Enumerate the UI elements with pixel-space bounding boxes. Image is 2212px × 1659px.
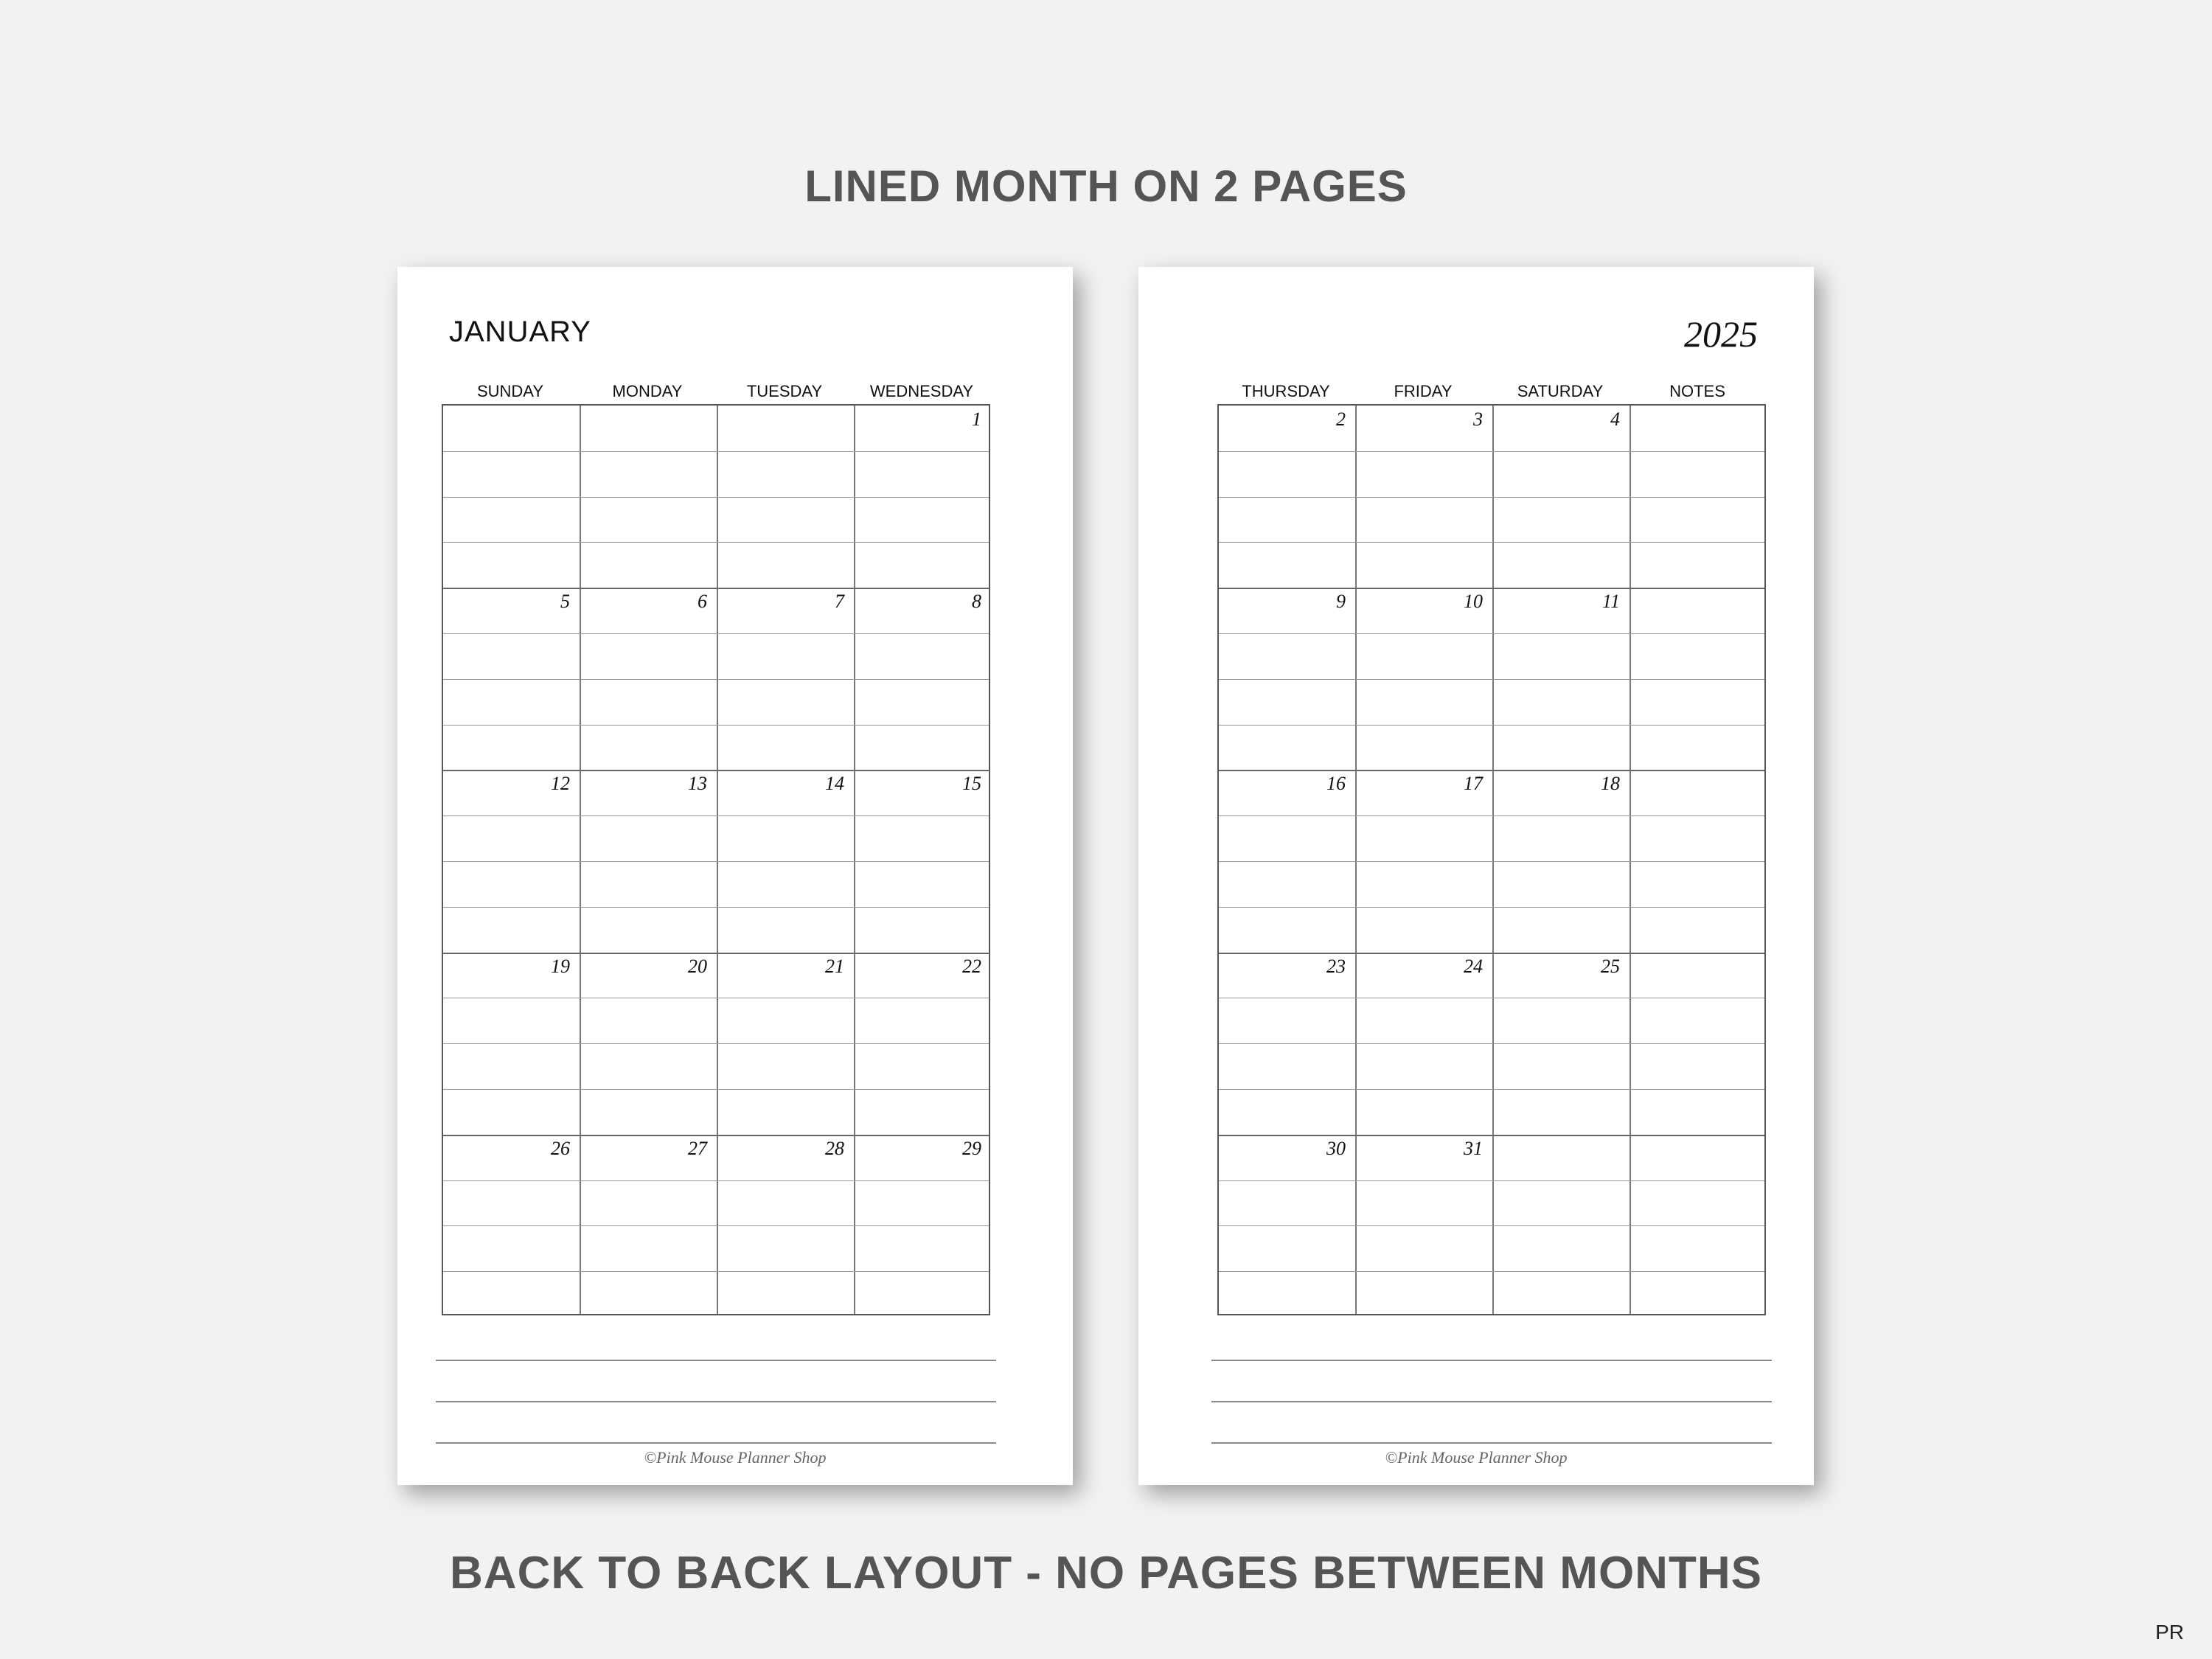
day-number: 18: [1601, 773, 1620, 795]
column-header-saturday: SATURDAY: [1517, 382, 1604, 400]
week-divider: [443, 588, 989, 589]
year-title: 2025: [1684, 313, 1758, 355]
writing-line: [443, 1271, 989, 1272]
shop-signature: ©Pink Mouse Planner Shop: [644, 1448, 827, 1467]
writing-line: [443, 1043, 989, 1044]
day-number: 11: [1601, 591, 1620, 613]
writing-line: [1219, 725, 1764, 726]
day-number: 27: [688, 1137, 707, 1159]
notes-line: [1211, 1442, 1772, 1444]
writing-line: [443, 725, 989, 726]
day-number: 14: [825, 773, 844, 795]
week-divider: [1219, 953, 1764, 954]
day-number: 8: [972, 591, 981, 613]
day-number: 9: [1336, 591, 1346, 613]
calendar-grid: [1217, 404, 1766, 1315]
writing-line: [1219, 679, 1764, 680]
column-header-notes: NOTES: [1669, 382, 1725, 400]
day-number: 30: [1326, 1137, 1346, 1159]
week-divider: [443, 770, 989, 771]
day-number: 19: [551, 955, 570, 977]
day-number: 16: [1326, 773, 1346, 795]
writing-line: [1219, 1180, 1764, 1181]
writing-line: [443, 633, 989, 634]
writing-line: [443, 1180, 989, 1181]
writing-line: [1219, 1271, 1764, 1272]
notes-line: [436, 1360, 996, 1361]
page-heading: LINED MONTH ON 2 PAGES: [804, 161, 1408, 211]
day-number: 4: [1610, 408, 1620, 430]
writing-line: [1219, 497, 1764, 498]
writing-line: [1219, 542, 1764, 543]
day-number: 29: [962, 1137, 981, 1159]
week-divider: [1219, 1135, 1764, 1136]
day-number: 12: [551, 773, 570, 795]
writing-line: [443, 497, 989, 498]
notes-line: [436, 1442, 996, 1444]
day-number: 21: [825, 955, 844, 977]
day-number: 23: [1326, 955, 1346, 977]
day-number: 1: [972, 408, 981, 430]
day-number: 3: [1473, 408, 1483, 430]
column-header-sunday: SUNDAY: [476, 382, 544, 400]
column-header-thursday: THURSDAY: [1242, 382, 1330, 400]
writing-line: [443, 1089, 989, 1090]
writing-line: [1219, 815, 1764, 816]
day-number: 5: [560, 591, 570, 613]
day-number: 25: [1601, 955, 1620, 977]
calendar-grid: [442, 404, 990, 1315]
writing-line: [443, 861, 989, 862]
day-number: 20: [688, 955, 707, 977]
writing-line: [443, 542, 989, 543]
writing-line: [1219, 1089, 1764, 1090]
day-number: 2: [1336, 408, 1346, 430]
day-number: 7: [835, 591, 844, 613]
column-header-tuesday: TUESDAY: [746, 382, 823, 400]
column-header-monday: MONDAY: [612, 382, 683, 400]
week-divider: [1219, 770, 1764, 771]
week-divider: [1219, 588, 1764, 589]
writing-line: [443, 907, 989, 908]
notes-line: [436, 1401, 996, 1402]
week-divider: [443, 1135, 989, 1136]
right-planner-page: [1138, 267, 1814, 1485]
writing-line: [443, 815, 989, 816]
writing-line: [1219, 907, 1764, 908]
writing-line: [1219, 1225, 1764, 1226]
column-header-friday: FRIDAY: [1394, 382, 1453, 400]
day-number: 10: [1464, 591, 1483, 613]
day-number: 15: [962, 773, 981, 795]
layout-caption: BACK TO BACK LAYOUT - NO PAGES BETWEEN MONTHS: [450, 1548, 1762, 1599]
corner-mark: PR: [2155, 1621, 2184, 1644]
day-number: 22: [962, 955, 981, 977]
day-number: 24: [1464, 955, 1483, 977]
day-number: 31: [1464, 1137, 1483, 1159]
writing-line: [1219, 1043, 1764, 1044]
writing-line: [443, 1225, 989, 1226]
notes-line: [1211, 1401, 1772, 1402]
day-number: 28: [825, 1137, 844, 1159]
day-number: 6: [698, 591, 707, 613]
day-number: 17: [1464, 773, 1483, 795]
day-number: 13: [688, 773, 707, 795]
writing-line: [1219, 451, 1764, 452]
writing-line: [443, 679, 989, 680]
writing-line: [1219, 633, 1764, 634]
day-number: 26: [551, 1137, 570, 1159]
left-planner-page: [397, 267, 1073, 1485]
month-title: JANUARY: [449, 316, 591, 348]
column-header-wednesday: WEDNESDAY: [869, 382, 974, 400]
shop-signature: ©Pink Mouse Planner Shop: [1385, 1448, 1568, 1467]
writing-line: [443, 451, 989, 452]
writing-line: [1219, 861, 1764, 862]
notes-line: [1211, 1360, 1772, 1361]
week-divider: [443, 953, 989, 954]
